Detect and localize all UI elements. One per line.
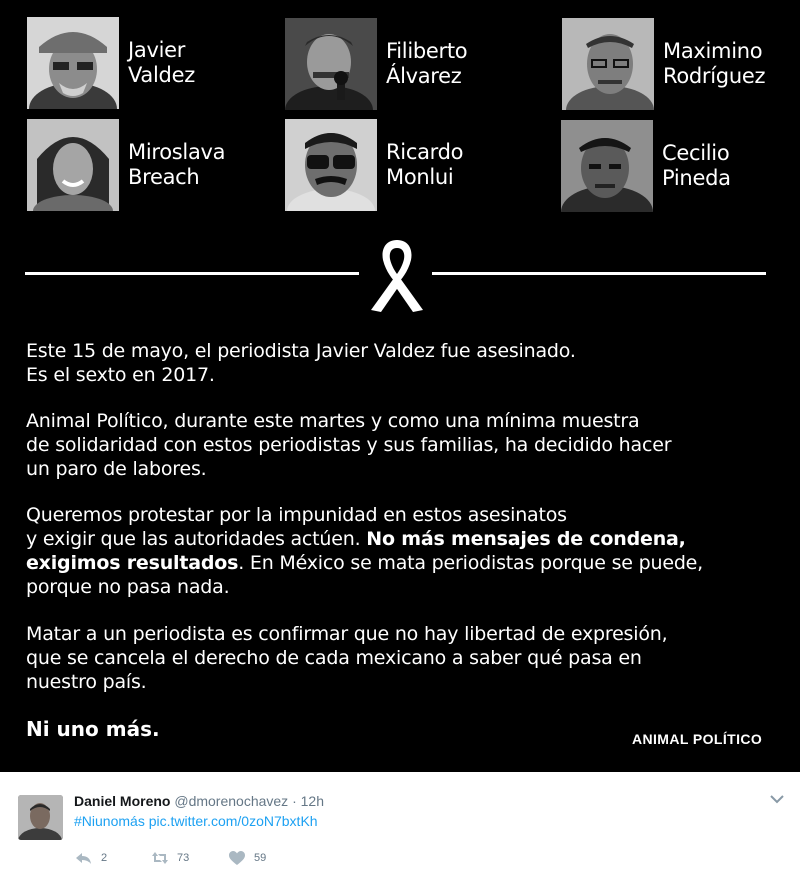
person-card: [562, 18, 765, 110]
person-last-name: Álvarez: [386, 64, 462, 88]
portrait-photo: [27, 119, 119, 211]
person-name: [128, 140, 225, 190]
tweet-card: [0, 772, 800, 886]
reply-button[interactable]: [75, 850, 107, 866]
text-line: Animal Político, durante este martes y como una mínima muestra: [26, 410, 640, 432]
chevron-down-icon[interactable]: [770, 794, 784, 804]
avatar[interactable]: [18, 795, 63, 840]
portrait-photo: [285, 119, 377, 211]
reply-icon: [75, 850, 93, 866]
person-name: [663, 39, 765, 89]
heart-icon: [228, 850, 246, 866]
divider-left: [25, 272, 359, 275]
like-count: 59: [254, 852, 267, 864]
retweet-button[interactable]: [151, 850, 189, 866]
person-first-name: Maximino: [663, 39, 763, 63]
bold-text-segment: exigimos resultados: [26, 552, 239, 574]
text-line: [26, 527, 796, 551]
mourning-ribbon-icon: [363, 232, 431, 316]
text-line: un paro de labores.: [26, 458, 207, 480]
text-line: Este 15 de mayo, el periodista Javier Valdez fue asesinado.: [26, 340, 576, 362]
separator-dot: ·: [292, 793, 297, 809]
tweet-header: [74, 793, 324, 809]
text-line: que se cancela el derecho de cada mexicano a saber qué pasa en: [26, 647, 642, 669]
person-name: [386, 39, 467, 89]
bold-text-segment: No más mensajes de condena,: [366, 528, 686, 550]
retweet-icon: [151, 850, 169, 866]
person-card: [561, 120, 731, 212]
portrait-photo: [562, 18, 654, 110]
author-name[interactable]: Daniel Moreno: [74, 793, 171, 809]
retweet-count: 73: [177, 852, 190, 864]
text-line: Es el sexto en 2017.: [26, 364, 215, 386]
person-first-name: Miroslava: [128, 140, 226, 164]
person-first-name: Ricardo: [386, 140, 464, 164]
person-name: [662, 141, 731, 191]
text-line: [26, 551, 796, 575]
text-line: de solidaridad con estos periodistas y sus familias, ha decidido hacer: [26, 434, 672, 456]
person-name: [128, 38, 195, 88]
tweet-timestamp[interactable]: 12h: [300, 793, 324, 809]
person-last-name: Valdez: [128, 63, 195, 87]
closing-slogan: Ni uno más.: [26, 717, 160, 741]
paragraph-announcement: [26, 339, 796, 387]
person-card: [27, 17, 195, 109]
person-last-name: Pineda: [662, 166, 731, 190]
text-line: porque no pasa nada.: [26, 576, 230, 598]
paragraph-statement: [26, 622, 796, 694]
paragraph-protest: [26, 503, 796, 599]
text-line: nuestro país.: [26, 671, 147, 693]
text-line: Queremos protestar por la impunidad en estos asesinatos: [26, 504, 567, 526]
like-button[interactable]: [228, 850, 266, 866]
person-card: [285, 119, 463, 211]
person-first-name: Filiberto: [386, 39, 468, 63]
brand-signature: ANIMAL POLÍTICO: [632, 731, 763, 747]
divider-right: [432, 272, 766, 275]
person-card: [285, 18, 467, 110]
hashtag-link[interactable]: #Niunomás: [74, 813, 145, 829]
text-segment: y exigir que las autoridades actúen.: [26, 528, 367, 550]
person-first-name: Javier: [128, 38, 186, 62]
author-handle[interactable]: @dmorenochavez: [174, 793, 289, 809]
portrait-photo: [27, 17, 119, 109]
text-segment: . En México se mata periodistas porque se puede,: [238, 552, 704, 574]
portrait-photo: [561, 120, 653, 212]
person-last-name: Breach: [128, 165, 200, 189]
paragraph-strike: [26, 409, 796, 481]
media-link[interactable]: pic.twitter.com/0zoN7bxtKh: [148, 813, 318, 829]
reply-count: 2: [101, 852, 108, 864]
portrait-photo: [285, 18, 377, 110]
person-first-name: Cecilio: [662, 141, 730, 165]
person-name: [386, 140, 463, 190]
person-card: [27, 119, 225, 211]
tweet-text: [74, 813, 318, 829]
text-line: Matar a un periodista es confirmar que no hay libertad de expresión,: [26, 623, 668, 645]
person-last-name: Rodríguez: [663, 64, 766, 88]
person-last-name: Monlui: [386, 165, 454, 189]
